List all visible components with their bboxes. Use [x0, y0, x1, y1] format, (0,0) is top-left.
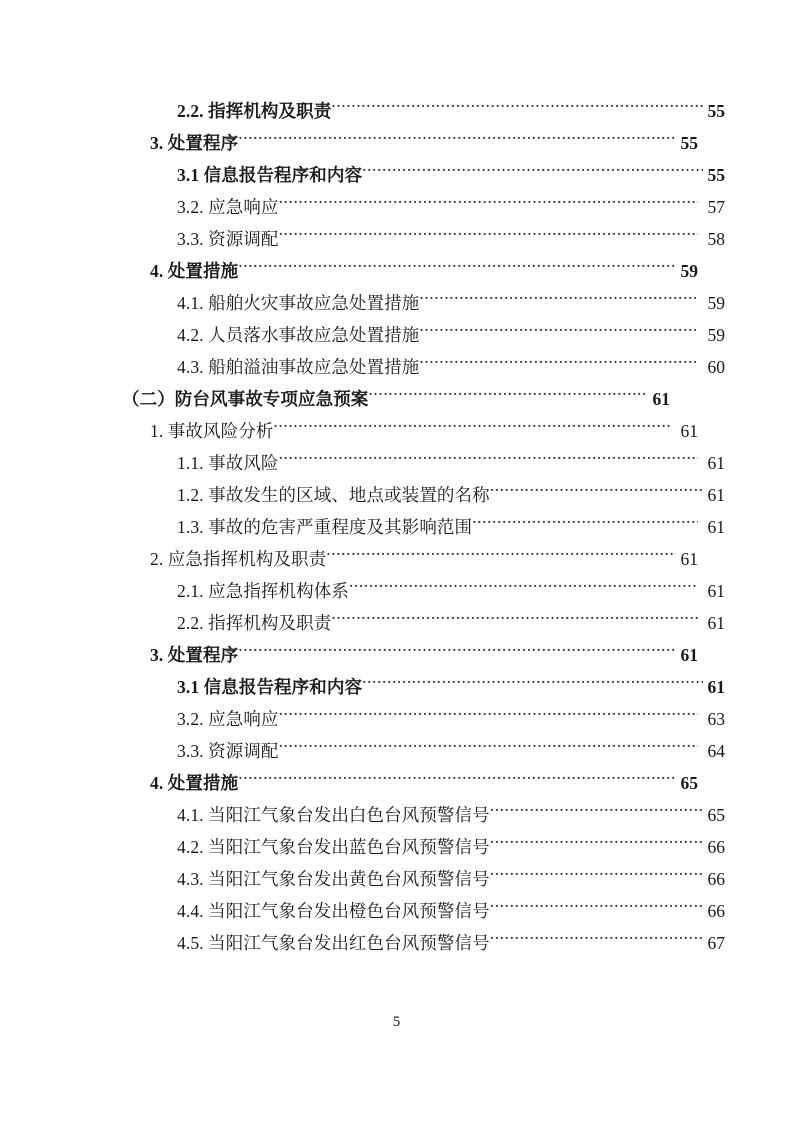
toc-entry-page-number: 64	[707, 741, 725, 761]
toc-entry-label: 3.2. 应急响应	[177, 709, 279, 729]
toc-entry-label: 2.2. 指挥机构及职责	[177, 613, 332, 633]
toc-entry[interactable]	[122, 255, 698, 287]
toc-entry-label: 1. 事故风险分析	[150, 421, 274, 441]
toc-leader-dots	[279, 452, 698, 470]
toc-entry[interactable]	[122, 671, 725, 703]
toc-leader-dots	[238, 132, 676, 150]
toc-entry-page-number: 63	[707, 709, 725, 729]
toc-leader-dots	[238, 644, 676, 662]
toc-entry[interactable]	[122, 799, 725, 831]
toc-leader-dots	[368, 388, 648, 406]
toc-entry-label: 4.1. 当阳江气象台发出白色台风预警信号	[177, 805, 490, 825]
toc-leader-dots	[279, 708, 698, 726]
toc-entry[interactable]	[122, 831, 725, 863]
toc-leader-dots	[490, 932, 703, 950]
toc-leader-dots	[362, 164, 703, 182]
toc-entry-page-number: 60	[707, 357, 725, 377]
toc-entry-label: 4.3. 船舶溢油事故应急处置措施	[177, 357, 420, 377]
toc-leader-dots	[472, 516, 698, 534]
toc-entry[interactable]	[122, 95, 725, 127]
toc-leader-dots	[273, 420, 671, 438]
toc-entry-label: 3.2. 应急响应	[177, 197, 279, 217]
toc-leader-dots	[362, 676, 703, 694]
toc-entry-page-number: 61	[707, 453, 725, 473]
toc-entry-page-number: 59	[707, 293, 725, 313]
toc-entry-label: 4.2. 人员落水事故应急处置措施	[177, 325, 420, 345]
toc-entry-page-number: 55	[707, 165, 725, 185]
toc-entry[interactable]	[122, 223, 725, 255]
toc-entry-page-number: 55	[680, 133, 698, 153]
toc-entry-page-number: 61	[652, 389, 670, 409]
toc-leader-dots	[490, 900, 703, 918]
toc-entry-label: 3.3. 资源调配	[177, 229, 279, 249]
toc-entry-page-number: 57	[707, 197, 725, 217]
toc-entry-label: 2.1. 应急指挥机构体系	[177, 581, 349, 601]
toc-leader-dots	[419, 356, 698, 374]
toc-entry-label: 2.2. 指挥机构及职责	[177, 101, 332, 121]
toc-entry-page-number: 59	[707, 325, 725, 345]
toc-entry-label: 4.1. 船舶火灾事故应急处置措施	[177, 293, 420, 313]
toc-entry[interactable]	[122, 703, 725, 735]
toc-entry-page-number: 61	[707, 485, 725, 505]
toc-entry[interactable]	[122, 639, 698, 671]
toc-entry[interactable]	[122, 511, 725, 543]
page-number-folio: 5	[392, 1014, 401, 1030]
toc-leader-dots	[419, 292, 698, 310]
toc-entry[interactable]	[122, 895, 725, 927]
toc-leader-dots	[279, 196, 698, 214]
toc-entry-label: 4. 处置措施	[150, 773, 239, 793]
toc-leader-dots	[490, 868, 703, 886]
toc-entry-label: 4.4. 当阳江气象台发出橙色台风预警信号	[177, 901, 490, 921]
toc-entry[interactable]	[122, 479, 725, 511]
toc-entry-page-number: 66	[707, 901, 725, 921]
toc-entry-label: 1.3. 事故的危害严重程度及其影响范围	[177, 517, 473, 537]
toc-entry-label: 1.2. 事故发生的区域、地点或装置的名称	[177, 485, 490, 505]
toc-leader-dots	[238, 260, 676, 278]
toc-entry-label: 3. 处置程序	[150, 645, 239, 665]
toc-entry-page-number: 59	[680, 261, 698, 281]
toc-leader-dots	[331, 612, 698, 630]
toc-leader-dots	[490, 836, 703, 854]
toc-leader-dots	[419, 324, 698, 342]
toc-entry[interactable]	[122, 319, 725, 351]
toc-entry-label: 4.3. 当阳江气象台发出黄色台风预警信号	[177, 869, 490, 889]
toc-entry[interactable]	[122, 287, 725, 319]
toc-entry-page-number: 61	[680, 549, 698, 569]
toc-entry[interactable]	[122, 159, 725, 191]
toc-entry-page-number: 61	[680, 645, 698, 665]
table-of-contents	[122, 95, 725, 959]
toc-entry-page-number: 66	[707, 837, 725, 857]
toc-entry[interactable]	[122, 351, 725, 383]
toc-leader-dots	[238, 772, 676, 790]
toc-entry-label: 4.2. 当阳江气象台发出蓝色台风预警信号	[177, 837, 490, 857]
toc-entry[interactable]	[122, 927, 725, 959]
toc-leader-dots	[326, 548, 676, 566]
toc-entry[interactable]	[122, 191, 725, 223]
toc-entry-page-number: 61	[707, 517, 725, 537]
toc-entry[interactable]	[122, 447, 725, 479]
toc-entry-page-number: 58	[707, 229, 725, 249]
toc-entry[interactable]	[122, 543, 698, 575]
toc-leader-dots	[331, 100, 703, 118]
toc-entry[interactable]	[122, 575, 725, 607]
toc-entry[interactable]	[122, 607, 725, 639]
toc-leader-dots	[279, 740, 698, 758]
toc-entry-page-number: 67	[707, 933, 725, 953]
toc-entry[interactable]	[122, 767, 698, 799]
toc-entry-page-number: 65	[680, 773, 698, 793]
toc-entry-page-number: 65	[707, 805, 725, 825]
toc-entry-label: 4.5. 当阳江气象台发出红色台风预警信号	[177, 933, 490, 953]
toc-entry-label: 1.1. 事故风险	[177, 453, 279, 473]
toc-entry-label: 3.3. 资源调配	[177, 741, 279, 761]
toc-entry-label: （二）防台风事故专项应急预案	[122, 389, 369, 409]
toc-entry-page-number: 61	[680, 421, 698, 441]
toc-entry[interactable]	[122, 415, 698, 447]
toc-entry-label: 3.1 信息报告程序和内容	[177, 165, 363, 185]
toc-entry[interactable]	[122, 383, 670, 415]
toc-entry-label: 3. 处置程序	[150, 133, 239, 153]
toc-entry[interactable]	[122, 127, 698, 159]
toc-leader-dots	[490, 804, 703, 822]
toc-entry-page-number: 61	[707, 581, 725, 601]
toc-leader-dots	[349, 580, 698, 598]
toc-leader-dots	[490, 484, 703, 502]
toc-entry-label: 2. 应急指挥机构及职责	[150, 549, 327, 569]
toc-entry-label: 4. 处置措施	[150, 261, 239, 281]
toc-entry-label: 3.1 信息报告程序和内容	[177, 677, 363, 697]
toc-entry-page-number: 66	[707, 869, 725, 889]
toc-entry-page-number: 61	[707, 677, 725, 697]
toc-entry[interactable]	[122, 863, 725, 895]
toc-entry[interactable]	[122, 735, 725, 767]
toc-entry-page-number: 55	[707, 101, 725, 121]
toc-entry-page-number: 61	[707, 613, 725, 633]
toc-leader-dots	[279, 228, 698, 246]
